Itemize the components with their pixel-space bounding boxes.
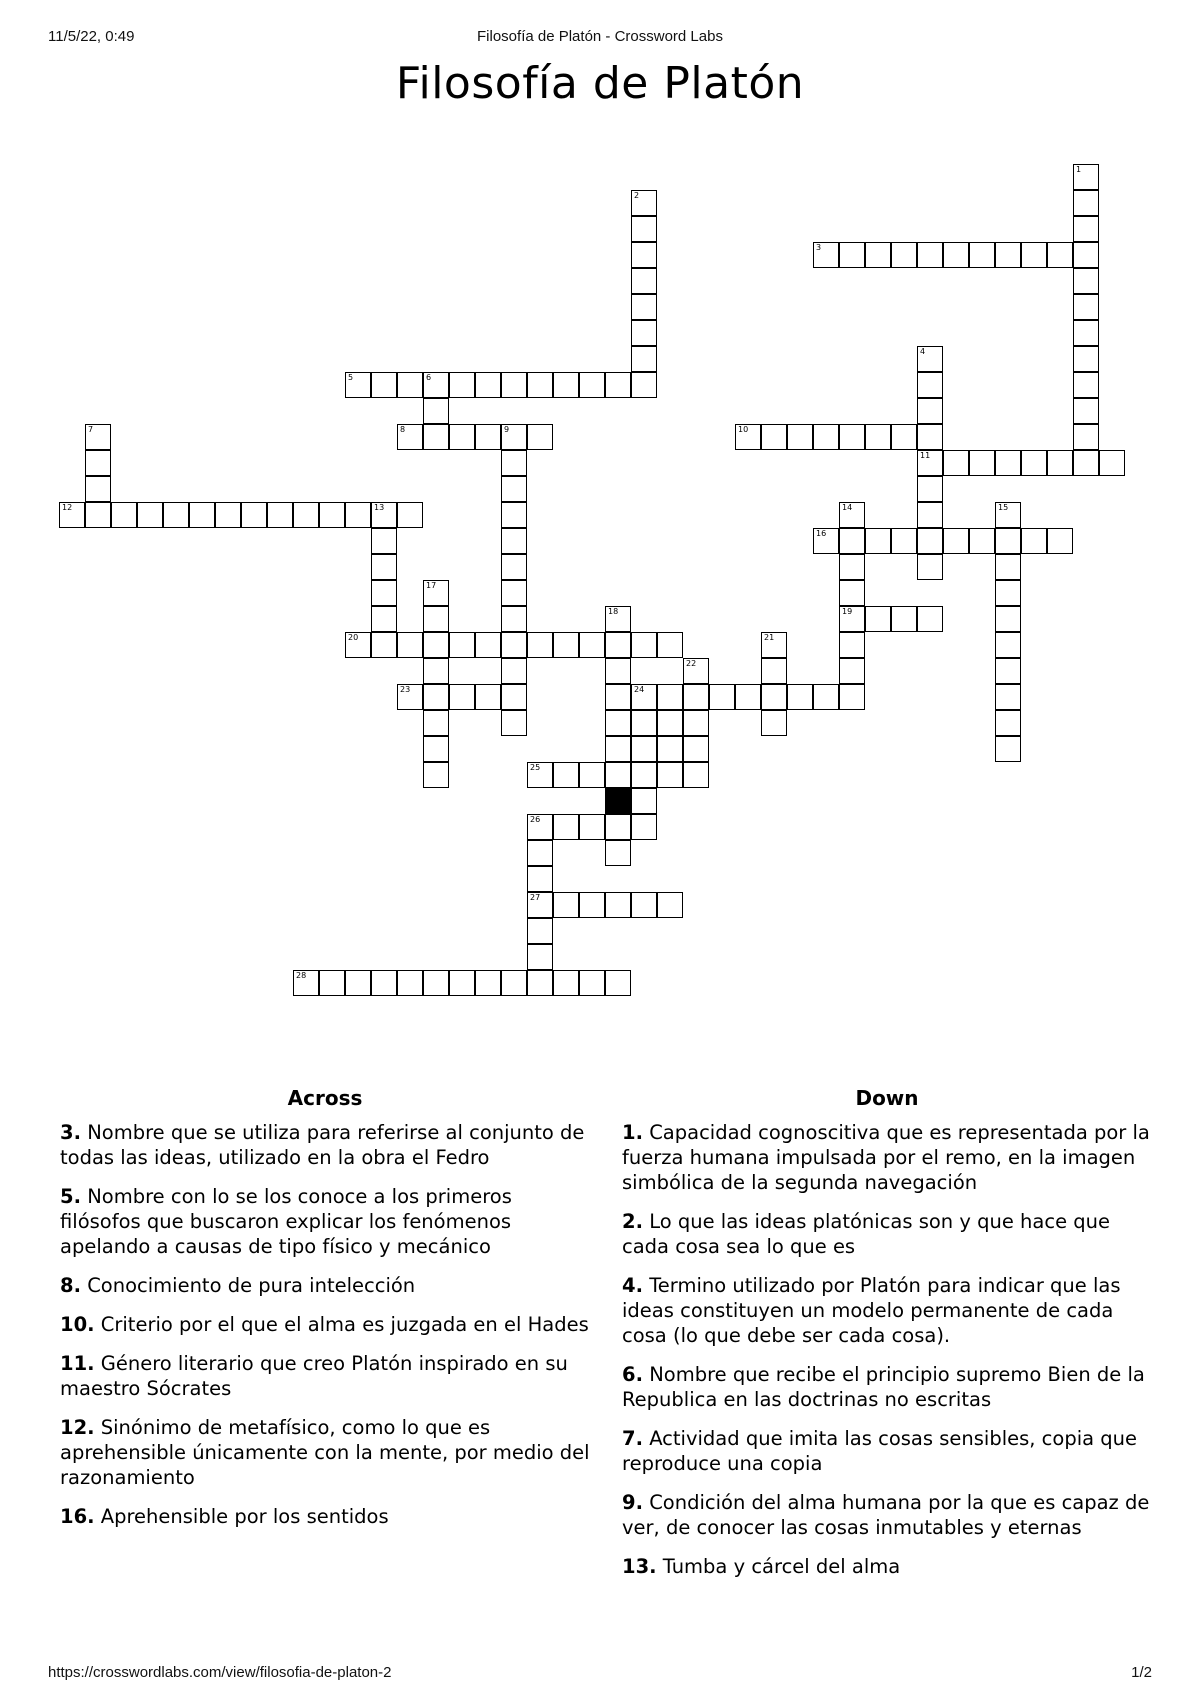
- crossword-cell[interactable]: [501, 528, 527, 554]
- crossword-cell[interactable]: [1021, 528, 1047, 554]
- crossword-cell[interactable]: [657, 736, 683, 762]
- crossword-cell[interactable]: [1021, 242, 1047, 268]
- crossword-cell[interactable]: [917, 372, 943, 398]
- crossword-cell[interactable]: [839, 658, 865, 684]
- crossword-cell[interactable]: [579, 892, 605, 918]
- crossword-cell[interactable]: [839, 502, 865, 528]
- crossword-cell[interactable]: [631, 372, 657, 398]
- crossword-cell[interactable]: [839, 528, 865, 554]
- crossword-cell[interactable]: [1073, 346, 1099, 372]
- crossword-cell[interactable]: [761, 658, 787, 684]
- crossword-cell[interactable]: [631, 710, 657, 736]
- crossword-cell[interactable]: [501, 372, 527, 398]
- crossword-cell[interactable]: [397, 424, 423, 450]
- crossword-cell[interactable]: [995, 606, 1021, 632]
- crossword-cell[interactable]: [813, 684, 839, 710]
- crossword-cell[interactable]: [1073, 424, 1099, 450]
- crossword-cell[interactable]: [371, 970, 397, 996]
- crossword-cell[interactable]: [553, 762, 579, 788]
- crossword-cell[interactable]: [683, 710, 709, 736]
- clue-down: 7. Actividad que imita las cosas sensibles, copia que reproduce una copia: [622, 1427, 1138, 1475]
- crossword-cell-number: 19: [842, 607, 853, 616]
- crossword-cell[interactable]: [59, 502, 85, 528]
- crossword-cell-number: 15: [998, 503, 1009, 512]
- crossword-cell[interactable]: [501, 710, 527, 736]
- crossword-cell[interactable]: [995, 580, 1021, 606]
- print-tab-title: Filosofía de Platón - Crossword Labs: [477, 28, 723, 45]
- clue-across: 16. Aprehensible por los sentidos: [60, 1505, 389, 1528]
- crossword-cell[interactable]: [241, 502, 267, 528]
- crossword-cell[interactable]: [839, 606, 865, 632]
- crossword-cell[interactable]: [813, 424, 839, 450]
- crossword-cell[interactable]: [1073, 294, 1099, 320]
- crossword-cell[interactable]: [605, 840, 631, 866]
- crossword-cell[interactable]: [605, 892, 631, 918]
- crossword-cell[interactable]: [995, 450, 1021, 476]
- across-clues: [60, 1086, 590, 1543]
- crossword-cell[interactable]: [423, 398, 449, 424]
- crossword-cell[interactable]: [423, 580, 449, 606]
- crossword-cell[interactable]: [683, 684, 709, 710]
- crossword-cell[interactable]: [917, 606, 943, 632]
- crossword-cell[interactable]: [995, 242, 1021, 268]
- crossword-cell[interactable]: [865, 242, 891, 268]
- crossword-cell[interactable]: [475, 632, 501, 658]
- crossword-cell[interactable]: [475, 970, 501, 996]
- crossword-cell[interactable]: [345, 632, 371, 658]
- crossword-cell[interactable]: [813, 242, 839, 268]
- crossword-cell-number: 13: [374, 503, 385, 512]
- clue-down: 9. Condición del alma humana por la que es capaz de ver, de conocer las cosas inmutables y eternas: [622, 1491, 1150, 1539]
- crossword-cell[interactable]: [319, 970, 345, 996]
- crossword-cell[interactable]: [657, 762, 683, 788]
- crossword-cell[interactable]: [735, 684, 761, 710]
- print-timestamp: 11/5/22, 0:49: [48, 28, 135, 45]
- crossword-cell-number: 25: [530, 763, 541, 772]
- crossword-cell[interactable]: [761, 710, 787, 736]
- crossword-cell-number: 27: [530, 893, 541, 902]
- crossword-cell[interactable]: [371, 580, 397, 606]
- crossword-cell[interactable]: [917, 242, 943, 268]
- crossword-cell[interactable]: [423, 710, 449, 736]
- crossword-cell[interactable]: [293, 502, 319, 528]
- crossword-cell[interactable]: [917, 346, 943, 372]
- crossword-cell[interactable]: [345, 372, 371, 398]
- crossword-cell[interactable]: [605, 632, 631, 658]
- crossword-cell[interactable]: [891, 606, 917, 632]
- crossword-cell[interactable]: [501, 554, 527, 580]
- crossword-cell[interactable]: [501, 632, 527, 658]
- crossword-cell[interactable]: [1073, 190, 1099, 216]
- crossword-cell[interactable]: [605, 710, 631, 736]
- crossword-cell[interactable]: [969, 450, 995, 476]
- crossword-cell[interactable]: [527, 918, 553, 944]
- crossword-cell[interactable]: [969, 242, 995, 268]
- clue-across: 5. Nombre con lo se los conoce a los primeros filósofos que buscaron explicar los fenómenos apelando a causas de tipo físico y mecánico: [60, 1185, 512, 1258]
- crossword-cell[interactable]: [839, 554, 865, 580]
- crossword-cell-number: 20: [348, 633, 359, 642]
- crossword-cell[interactable]: [85, 450, 111, 476]
- crossword-cell[interactable]: [1073, 320, 1099, 346]
- crossword-cell[interactable]: [527, 814, 553, 840]
- crossword-cell[interactable]: [293, 970, 319, 996]
- crossword-cell[interactable]: [631, 762, 657, 788]
- crossword-cell[interactable]: [631, 320, 657, 346]
- crossword-cell[interactable]: [449, 424, 475, 450]
- crossword-cell[interactable]: [501, 658, 527, 684]
- crossword-cell[interactable]: [501, 970, 527, 996]
- crossword-cell[interactable]: [85, 476, 111, 502]
- crossword-cell-number: 10: [738, 425, 749, 434]
- crossword-cell[interactable]: [891, 528, 917, 554]
- crossword-cell[interactable]: [397, 632, 423, 658]
- crossword-cell[interactable]: [917, 424, 943, 450]
- crossword-cell[interactable]: [943, 528, 969, 554]
- crossword-cell[interactable]: [605, 606, 631, 632]
- crossword-cell[interactable]: [371, 528, 397, 554]
- clue-across: 11. Género literario que creo Platón inspirado en su maestro Sócrates: [60, 1352, 568, 1400]
- crossword-cell[interactable]: [631, 632, 657, 658]
- crossword-cell[interactable]: [1073, 164, 1099, 190]
- crossword-cell[interactable]: [683, 736, 709, 762]
- clue-across: 10. Criterio por el que el alma es juzgada en el Hades: [60, 1313, 589, 1336]
- crossword-cell[interactable]: [995, 658, 1021, 684]
- crossword-cell[interactable]: [995, 554, 1021, 580]
- crossword-cell[interactable]: [475, 372, 501, 398]
- crossword-cell[interactable]: [631, 346, 657, 372]
- crossword-cell-number: 28: [296, 971, 307, 980]
- crossword-cell[interactable]: [1073, 398, 1099, 424]
- crossword-cell[interactable]: [85, 502, 111, 528]
- crossword-cell[interactable]: [1021, 450, 1047, 476]
- crossword-cell[interactable]: [631, 190, 657, 216]
- crossword-cell[interactable]: [839, 580, 865, 606]
- crossword-cell[interactable]: [839, 242, 865, 268]
- crossword-cell[interactable]: [397, 372, 423, 398]
- crossword-cell-number: 16: [816, 529, 827, 538]
- crossword-cell-number: 1: [1076, 165, 1082, 174]
- crossword-cell-number: 11: [920, 451, 931, 460]
- crossword-cell[interactable]: [683, 658, 709, 684]
- crossword-cell[interactable]: [423, 632, 449, 658]
- crossword-cell-number: 17: [426, 581, 437, 590]
- crossword-cell[interactable]: [891, 424, 917, 450]
- crossword-cell-number: 26: [530, 815, 541, 824]
- clue-down: 13. Tumba y cárcel del alma: [622, 1555, 901, 1578]
- crossword-cell[interactable]: [449, 684, 475, 710]
- crossword-cell[interactable]: [1047, 528, 1073, 554]
- crossword-cell[interactable]: [345, 970, 371, 996]
- crossword-cell[interactable]: [189, 502, 215, 528]
- crossword-cell[interactable]: [761, 632, 787, 658]
- crossword-cell[interactable]: [345, 502, 371, 528]
- crossword-cell[interactable]: [371, 502, 397, 528]
- crossword-cell[interactable]: [865, 424, 891, 450]
- crossword-cell[interactable]: [371, 632, 397, 658]
- crossword-cell[interactable]: [475, 424, 501, 450]
- crossword-cell[interactable]: [605, 970, 631, 996]
- crossword-cell[interactable]: [917, 528, 943, 554]
- crossword-cell-number: 6: [426, 373, 432, 382]
- crossword-cell[interactable]: [631, 684, 657, 710]
- print-page-number: 1/2: [1131, 1664, 1152, 1681]
- crossword-cell[interactable]: [449, 372, 475, 398]
- crossword-cell[interactable]: [423, 736, 449, 762]
- crossword-cell[interactable]: [917, 398, 943, 424]
- crossword-cell-number: 4: [920, 347, 926, 356]
- clue-across: 12. Sinónimo de metafísico, como lo que es aprehensible únicamente con la mente, por medio del razonamiento: [60, 1416, 590, 1489]
- crossword-cell[interactable]: [1073, 372, 1099, 398]
- crossword-cell[interactable]: [449, 970, 475, 996]
- crossword-cell[interactable]: [761, 424, 787, 450]
- crossword-cell[interactable]: [527, 970, 553, 996]
- crossword-cell[interactable]: [995, 736, 1021, 762]
- down-heading: Down: [855, 1086, 919, 1110]
- crossword-cell-number: 2: [634, 191, 640, 200]
- crossword-cell[interactable]: [553, 892, 579, 918]
- crossword-cell[interactable]: [631, 216, 657, 242]
- crossword-cell[interactable]: [995, 710, 1021, 736]
- crossword-cell[interactable]: [501, 424, 527, 450]
- crossword-cell[interactable]: [943, 450, 969, 476]
- crossword-cell[interactable]: [85, 424, 111, 450]
- crossword-cell[interactable]: [1047, 242, 1073, 268]
- crossword-black-cell: [605, 788, 631, 814]
- crossword-cell[interactable]: [683, 762, 709, 788]
- crossword-cell[interactable]: [423, 970, 449, 996]
- crossword-cell[interactable]: [527, 632, 553, 658]
- crossword-cell[interactable]: [1073, 268, 1099, 294]
- crossword-cell[interactable]: [163, 502, 189, 528]
- crossword-cell[interactable]: [605, 762, 631, 788]
- crossword-cell[interactable]: [137, 502, 163, 528]
- crossword-cell[interactable]: [865, 606, 891, 632]
- clue-down: 4. Termino utilizado por Platón para indicar que las ideas constituyen un modelo permanente de cada cosa (lo que debe ser cada cosa).: [622, 1274, 1121, 1347]
- down-clues: [622, 1086, 1152, 1593]
- crossword-cell[interactable]: [579, 970, 605, 996]
- clue-down: 1. Capacidad cognoscitiva que es representada por la fuerza humana impulsada por el remo, en la imagen simbólica de la segunda navegación: [622, 1121, 1150, 1194]
- crossword-cell[interactable]: [397, 502, 423, 528]
- crossword-cell[interactable]: [527, 372, 553, 398]
- crossword-cell[interactable]: [631, 294, 657, 320]
- crossword-cell[interactable]: [709, 684, 735, 710]
- crossword-cell[interactable]: [527, 840, 553, 866]
- crossword-cell-number: 7: [88, 425, 94, 434]
- crossword-cell[interactable]: [917, 554, 943, 580]
- crossword-cell-number: 3: [816, 243, 822, 252]
- crossword-cell[interactable]: [787, 684, 813, 710]
- crossword-cell-number: 9: [504, 425, 510, 434]
- crossword-cell-number: 5: [348, 373, 354, 382]
- crossword-cell[interactable]: [605, 684, 631, 710]
- crossword-cell[interactable]: [631, 736, 657, 762]
- crossword-cell[interactable]: [657, 892, 683, 918]
- crossword-cell[interactable]: [657, 684, 683, 710]
- crossword-cell[interactable]: [553, 632, 579, 658]
- crossword-cell[interactable]: [1073, 216, 1099, 242]
- crossword-cell[interactable]: [917, 502, 943, 528]
- crossword-cell[interactable]: [501, 502, 527, 528]
- crossword-cell[interactable]: [423, 424, 449, 450]
- crossword-cell-number: 14: [842, 503, 853, 512]
- clue-down: 2. Lo que las ideas platónicas son y que hace que cada cosa sea lo que es: [622, 1210, 1110, 1258]
- crossword-cell[interactable]: [527, 892, 553, 918]
- crossword-cell[interactable]: [423, 372, 449, 398]
- crossword-cell[interactable]: [423, 684, 449, 710]
- crossword-cell[interactable]: [319, 502, 345, 528]
- crossword-cell[interactable]: [371, 372, 397, 398]
- crossword-cell[interactable]: [631, 268, 657, 294]
- crossword-cell[interactable]: [579, 632, 605, 658]
- page-title: Filosofía de Platón: [395, 58, 805, 109]
- crossword-cell-number: 8: [400, 425, 406, 434]
- crossword-cell[interactable]: [917, 450, 943, 476]
- crossword-cell-number: 21: [764, 633, 775, 642]
- crossword-cell[interactable]: [553, 814, 579, 840]
- crossword-cell[interactable]: [605, 736, 631, 762]
- crossword-cell[interactable]: [527, 944, 553, 970]
- crossword-cell[interactable]: [267, 502, 293, 528]
- crossword-cell-number: 23: [400, 685, 411, 694]
- crossword-cell[interactable]: [631, 814, 657, 840]
- crossword-cell[interactable]: [1073, 242, 1099, 268]
- crossword-cell-number: 22: [686, 659, 697, 668]
- crossword-cell[interactable]: [995, 528, 1021, 554]
- crossword-cell[interactable]: [839, 424, 865, 450]
- crossword-cell[interactable]: [553, 970, 579, 996]
- crossword-cell[interactable]: [475, 684, 501, 710]
- crossword-cell[interactable]: [397, 684, 423, 710]
- crossword-cell[interactable]: [579, 762, 605, 788]
- crossword-cell[interactable]: [397, 970, 423, 996]
- crossword-cell[interactable]: [111, 502, 137, 528]
- crossword-cell[interactable]: [501, 580, 527, 606]
- crossword-cell[interactable]: [501, 450, 527, 476]
- clue-across: 8. Conocimiento de pura intelección: [60, 1274, 416, 1297]
- crossword-cell[interactable]: [631, 242, 657, 268]
- crossword-cell[interactable]: [527, 424, 553, 450]
- crossword-cell[interactable]: [553, 372, 579, 398]
- crossword-cell[interactable]: [215, 502, 241, 528]
- crossword-cell[interactable]: [449, 632, 475, 658]
- crossword-cell-number: 24: [634, 685, 645, 694]
- crossword-cell[interactable]: [1099, 450, 1125, 476]
- crossword-cell[interactable]: [839, 632, 865, 658]
- crossword-cell[interactable]: [579, 372, 605, 398]
- crossword-cell[interactable]: [423, 658, 449, 684]
- crossword-cell[interactable]: [1073, 450, 1099, 476]
- crossword-cell[interactable]: [371, 554, 397, 580]
- crossword-cell[interactable]: [501, 606, 527, 632]
- crossword-cell[interactable]: [1047, 450, 1073, 476]
- crossword-cell[interactable]: [579, 814, 605, 840]
- clue-down: 6. Nombre que recibe el principio supremo Bien de la Republica en las doctrinas no escritas: [622, 1363, 1145, 1411]
- crossword-cell[interactable]: [969, 528, 995, 554]
- crossword-cell[interactable]: [735, 424, 761, 450]
- across-heading: Across: [287, 1086, 363, 1110]
- crossword-cell[interactable]: [839, 684, 865, 710]
- crossword-cell[interactable]: [527, 866, 553, 892]
- crossword-cell[interactable]: [943, 242, 969, 268]
- crossword-cell[interactable]: [631, 788, 657, 814]
- crossword-cell[interactable]: [865, 528, 891, 554]
- crossword-cell[interactable]: [761, 684, 787, 710]
- crossword-cell[interactable]: [631, 892, 657, 918]
- crossword-cell[interactable]: [605, 814, 631, 840]
- crossword-cell[interactable]: [527, 762, 553, 788]
- clue-across: 3. Nombre que se utiliza para referirse al conjunto de todas las ideas, utilizado en la obra el Fedro: [60, 1121, 585, 1169]
- crossword-cell[interactable]: [657, 632, 683, 658]
- crossword-cell[interactable]: [917, 476, 943, 502]
- crossword-cell[interactable]: [995, 502, 1021, 528]
- crossword-cell[interactable]: [995, 684, 1021, 710]
- crossword-cell[interactable]: [605, 658, 631, 684]
- crossword-cell[interactable]: [657, 710, 683, 736]
- crossword-cell[interactable]: [891, 242, 917, 268]
- crossword-cell[interactable]: [501, 476, 527, 502]
- crossword-cell[interactable]: [813, 528, 839, 554]
- crossword-cell[interactable]: [371, 606, 397, 632]
- print-footer-url: https://crosswordlabs.com/view/filosofia-de-platon-2: [48, 1664, 392, 1681]
- crossword-cell[interactable]: [605, 372, 631, 398]
- crossword-cell[interactable]: [787, 424, 813, 450]
- crossword-cell-number: 12: [62, 503, 73, 512]
- crossword-cell[interactable]: [423, 762, 449, 788]
- crossword-cell[interactable]: [501, 684, 527, 710]
- crossword-cell[interactable]: [423, 606, 449, 632]
- crossword-cell-number: 18: [608, 607, 619, 616]
- crossword-cell[interactable]: [995, 632, 1021, 658]
